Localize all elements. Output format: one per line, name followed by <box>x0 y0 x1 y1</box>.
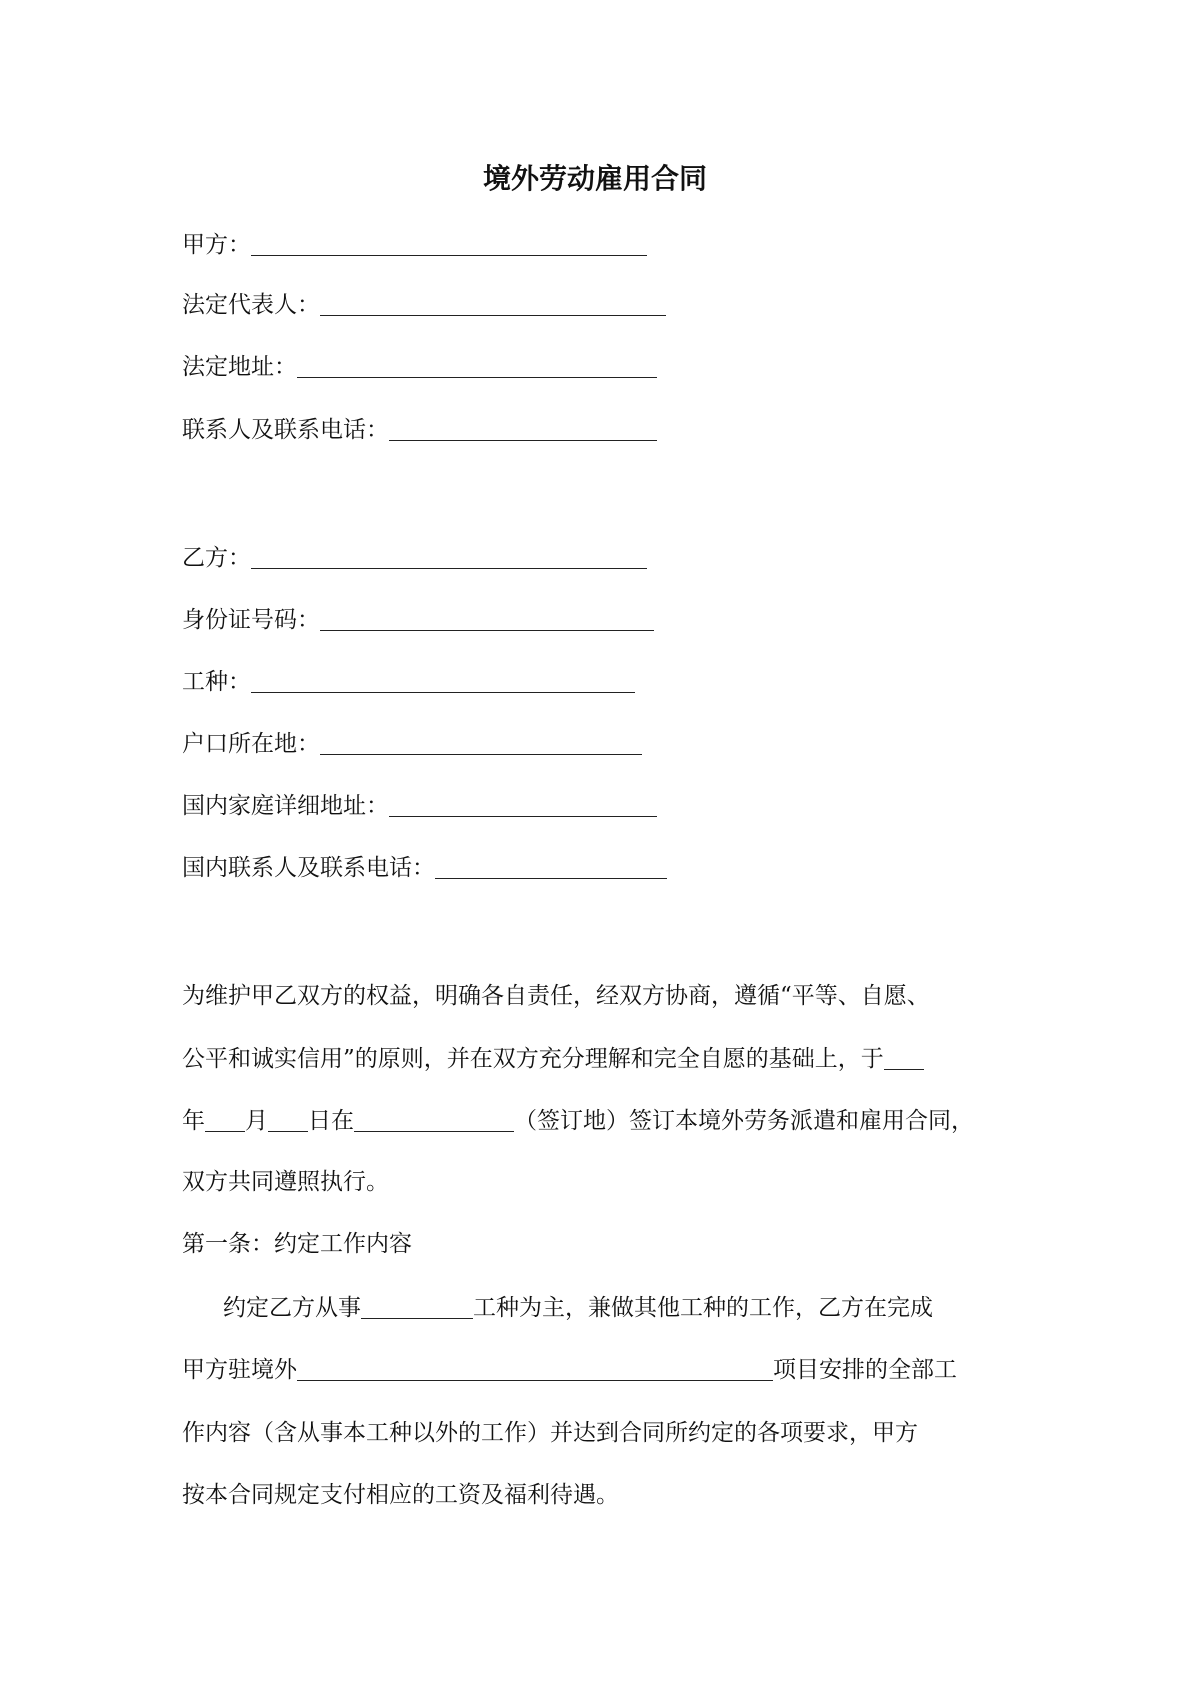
party-b-domestic-contact-row <box>182 853 667 883</box>
party-b-name-label: 乙方： <box>182 545 251 571</box>
job-type-blank[interactable] <box>361 1296 473 1319</box>
signing-place-blank[interactable] <box>354 1109 514 1132</box>
preamble-line-2-text: 公平和诚实信用”的原则，并在双方充分理解和完全自愿的基础上，于 <box>182 1046 884 1072</box>
party-a-name-blank[interactable] <box>251 233 647 256</box>
party-b-home-address-label: 国内家庭详细地址： <box>182 793 389 819</box>
party-b-domestic-contact-label: 国内联系人及联系电话： <box>182 855 435 881</box>
party-b-job-blank[interactable] <box>251 670 635 693</box>
party-b-id-row <box>182 605 654 635</box>
article-1-line-2 <box>182 1355 957 1385</box>
article-1-line-1-b: 工种为主，兼做其他工种的工作，乙方在完成 <box>473 1295 933 1321</box>
party-a-name-row <box>182 230 647 260</box>
preamble-line-3 <box>182 1106 974 1136</box>
signing-year-blank[interactable] <box>884 1047 924 1070</box>
article-1-line-4: 按本合同规定支付相应的工资及福利待遇。 <box>182 1482 619 1508</box>
preamble-line-2 <box>182 1044 924 1074</box>
project-name-blank[interactable] <box>297 1358 773 1381</box>
document-title: 境外劳动雇用合同 <box>482 162 707 195</box>
article-1-line-2-a: 甲方驻境外 <box>182 1357 297 1383</box>
party-b-home-address-blank[interactable] <box>389 794 657 817</box>
party-b-job-row <box>182 667 635 697</box>
party-b-job-label: 工种： <box>182 669 251 695</box>
article-1-line-2-b: 项目安排的全部工 <box>773 1357 957 1383</box>
party-b-id-label: 身份证号码： <box>182 607 320 633</box>
party-a-contact-blank[interactable] <box>389 418 657 441</box>
party-a-name-label: 甲方： <box>182 232 251 258</box>
month-label: 月 <box>245 1108 268 1134</box>
day-at-label: 日在 <box>308 1108 354 1134</box>
signing-day-blank[interactable] <box>268 1109 308 1132</box>
article-1-line-3: 作内容（含从事本工种以外的工作）并达到合同所约定的各项要求，甲方 <box>182 1420 918 1446</box>
preamble-line-3-rest: （签订地）签订本境外劳务派遣和雇用合同， <box>514 1108 974 1134</box>
party-a-contact-row <box>182 415 657 445</box>
party-a-contact-label: 联系人及联系电话： <box>182 417 389 443</box>
article-1-heading: 第一条：约定工作内容 <box>182 1231 412 1257</box>
party-b-domestic-contact-blank[interactable] <box>435 856 667 879</box>
party-a-rep-row <box>182 290 666 320</box>
party-b-hukou-label: 户口所在地： <box>182 731 320 757</box>
article-1-line-1 <box>223 1293 933 1323</box>
party-b-name-blank[interactable] <box>251 546 647 569</box>
party-b-name-row <box>182 543 647 573</box>
party-a-address-blank[interactable] <box>297 355 657 378</box>
article-1-line-1-a: 约定乙方从事 <box>223 1295 361 1321</box>
preamble-line-4: 双方共同遵照执行。 <box>182 1169 389 1195</box>
party-b-id-blank[interactable] <box>320 608 654 631</box>
party-b-hukou-row <box>182 729 642 759</box>
party-a-address-label: 法定地址： <box>182 354 297 380</box>
year-label: 年 <box>182 1108 205 1134</box>
party-a-rep-label: 法定代表人： <box>182 292 320 318</box>
party-b-hukou-blank[interactable] <box>320 732 642 755</box>
party-a-rep-blank[interactable] <box>320 293 666 316</box>
party-b-home-address-row <box>182 791 657 821</box>
party-a-address-row <box>182 352 657 382</box>
preamble-line-1: 为维护甲乙双方的权益，明确各自责任，经双方协商，遵循“平等、自愿、 <box>182 983 930 1009</box>
signing-month-blank[interactable] <box>205 1109 245 1132</box>
